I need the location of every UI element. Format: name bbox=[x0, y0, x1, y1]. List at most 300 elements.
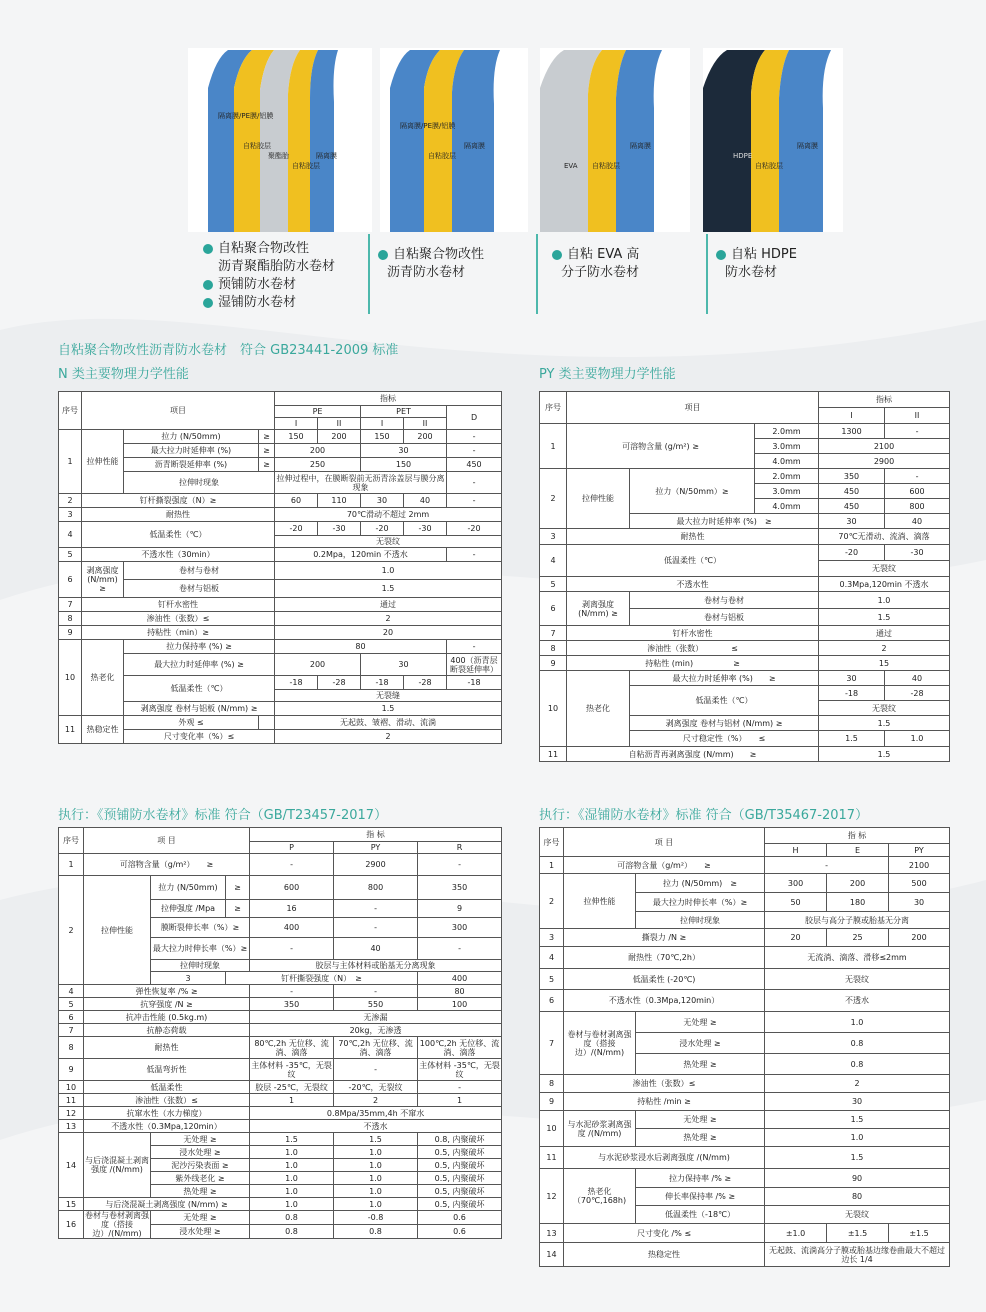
table-cell: 16 bbox=[250, 900, 334, 918]
table-cell: 1300 bbox=[819, 424, 885, 439]
table-cell: 卷材与卷材 bbox=[124, 562, 275, 580]
table-cell: 1 bbox=[540, 424, 567, 469]
photo-label: HDPE bbox=[733, 152, 753, 160]
table-cell: 无起鼓、皱褶、滑动、流淌 bbox=[275, 716, 502, 730]
table-cell: 拉力（N/50mm）≥ bbox=[630, 469, 755, 514]
table-cell: 0.8 bbox=[765, 1054, 950, 1075]
table-cell: E bbox=[827, 844, 889, 857]
table-row bbox=[540, 641, 950, 656]
table-cell: 钉杆撕裂强度（N）≥ bbox=[82, 494, 275, 508]
table-cell: - bbox=[447, 548, 502, 562]
table-cell: 1.0 bbox=[250, 1185, 334, 1198]
table-cell: 8 bbox=[59, 1037, 84, 1059]
table-cell: 胶层与高分子膜或胎基无分离 bbox=[765, 912, 950, 929]
table-cell: 2 bbox=[540, 874, 564, 929]
table-cell: 25 bbox=[827, 929, 889, 947]
table-cell: 泥沙污染表面 ≥ bbox=[151, 1159, 250, 1172]
table-row bbox=[59, 508, 502, 522]
table-cell: 6 bbox=[59, 1011, 84, 1024]
table-cell: 拉伸时现象 bbox=[151, 960, 250, 972]
table-cell: ≥ bbox=[259, 444, 275, 458]
table-cell: -18 bbox=[361, 676, 404, 690]
table-cell: - bbox=[334, 985, 418, 998]
table-cell: 沥青断裂延伸率 (%) bbox=[124, 458, 259, 472]
table-row bbox=[59, 444, 502, 458]
table-cell: 12 bbox=[540, 1169, 564, 1224]
table-cell: 剥离强度 卷材与铝板 (N/mm) ≥ bbox=[124, 702, 275, 716]
caption-line: 湿铺防水卷材 bbox=[218, 295, 297, 310]
table-cell: 无裂纹 bbox=[275, 536, 502, 548]
table-row bbox=[540, 1243, 950, 1267]
table-cell: 1.5 bbox=[275, 580, 502, 598]
product-image-2 bbox=[380, 48, 528, 232]
table-cell: 11 bbox=[540, 747, 567, 762]
table-cell: 主体材料 -35℃，无裂纹 bbox=[251, 1060, 332, 1079]
table-cell: - bbox=[447, 494, 502, 508]
bullet-dot-icon bbox=[552, 250, 562, 260]
caption-line: 预铺防水卷材 bbox=[218, 277, 297, 292]
table-cell: - bbox=[334, 900, 418, 918]
table-cell: 钉杆水密性 bbox=[82, 598, 275, 612]
table-row bbox=[59, 998, 502, 1011]
table-cell: 1.0 bbox=[250, 1198, 334, 1211]
table-cell: 450 bbox=[819, 484, 885, 499]
table-cell bbox=[259, 716, 275, 730]
table-cell: R bbox=[418, 842, 502, 854]
table-cell: - bbox=[447, 640, 502, 654]
table-cell: 持粘性（min）≥ bbox=[82, 626, 275, 640]
table-cell: -28 bbox=[318, 676, 361, 690]
table-cell: 550 bbox=[334, 998, 418, 1011]
table-cell: - bbox=[447, 430, 502, 444]
table-row bbox=[59, 1198, 502, 1211]
table-cell: 序号 bbox=[59, 828, 84, 854]
table-cell: 20 bbox=[765, 929, 827, 947]
table-cell: -0.8 bbox=[334, 1211, 418, 1225]
table-row bbox=[540, 990, 950, 1012]
table-cell: 10 bbox=[540, 671, 567, 747]
table-cell: -30 bbox=[318, 522, 361, 536]
caption-line: 沥青聚酯胎防水卷材 bbox=[218, 259, 336, 274]
table-cell: 80℃,2h 无位移、流淌、滴落 bbox=[250, 1037, 334, 1059]
table-cell: 300 bbox=[418, 918, 502, 938]
table-cell: 30 bbox=[361, 654, 447, 676]
table-cell: 5 bbox=[59, 998, 84, 1011]
table-cell: 200 bbox=[275, 444, 361, 458]
table-cell: 11 bbox=[540, 1147, 564, 1169]
table-cell: 7 bbox=[59, 1024, 84, 1037]
table-cell: 3 bbox=[540, 529, 567, 545]
table-cell: 6 bbox=[540, 592, 567, 626]
table-cell: 2100 bbox=[819, 439, 950, 454]
table-row bbox=[540, 469, 950, 484]
table-wet-laid bbox=[539, 827, 950, 1267]
table-cell: PET bbox=[361, 406, 447, 418]
product-image-1 bbox=[188, 48, 372, 232]
table-cell: II bbox=[885, 408, 950, 424]
table-cell: 3 bbox=[59, 508, 82, 522]
table-cell: 400 bbox=[250, 918, 334, 938]
table-cell: - bbox=[250, 854, 334, 876]
caption-line: 自粘 HDPE bbox=[731, 247, 797, 262]
table-cell: - bbox=[885, 469, 950, 484]
table-cell: 低温柔性（℃） bbox=[82, 522, 275, 548]
table-cell: ≥ bbox=[259, 430, 275, 444]
table-cell: 30 bbox=[361, 444, 447, 458]
table-cell: 撕裂力 /N ≥ bbox=[564, 929, 765, 947]
table-row bbox=[540, 392, 950, 408]
table-row bbox=[540, 1111, 950, 1129]
table-cell: 拉力保持率 /% ≥ bbox=[636, 1169, 765, 1188]
table-cell: 1.5 bbox=[819, 716, 950, 731]
table-cell: 0.8 bbox=[334, 1225, 418, 1239]
table-cell: 80 bbox=[275, 640, 447, 654]
divider bbox=[706, 234, 708, 314]
table-cell: 热稳定性 bbox=[564, 1243, 765, 1267]
table-cell: 2 bbox=[540, 469, 567, 529]
table-cell: 8 bbox=[540, 641, 567, 656]
table-cell: I bbox=[361, 418, 404, 430]
table-cell: - bbox=[250, 985, 334, 998]
table-cell: PY bbox=[334, 842, 418, 854]
bullet-dot-icon bbox=[378, 250, 388, 260]
table-row bbox=[59, 1094, 502, 1107]
table-cell: PE bbox=[275, 406, 361, 418]
table-cell: -30 bbox=[885, 545, 950, 561]
photo-label: 自粘胶层 bbox=[755, 162, 783, 170]
table-cell: 1.0 bbox=[819, 592, 950, 609]
table-cell: 低温柔性（℃） bbox=[124, 676, 275, 702]
table-row bbox=[540, 1169, 950, 1188]
bullet-dot-icon bbox=[716, 250, 726, 260]
table-cell: 无裂纹 bbox=[819, 701, 950, 716]
table-cell: 30 bbox=[361, 494, 404, 508]
table-cell: 6 bbox=[540, 990, 564, 1012]
table-cell: 不透水性 bbox=[567, 577, 819, 592]
table-cell: 2 bbox=[59, 876, 84, 985]
table-cell: 序号 bbox=[540, 392, 567, 424]
table-cell: 2 bbox=[275, 612, 502, 626]
table-cell: -20 bbox=[819, 545, 885, 561]
table-cell: 可溶物含量（g/m²） ≥ bbox=[564, 857, 765, 874]
table-cell: 不透水性（30min） bbox=[82, 548, 275, 562]
table-cell: 400 bbox=[418, 972, 502, 985]
table-cell: 1.0 bbox=[334, 1198, 418, 1211]
table-row bbox=[540, 1224, 950, 1243]
table-cell: 拉伸时现象 bbox=[124, 472, 275, 494]
table-row bbox=[59, 654, 502, 676]
caption-line: 防水卷材 bbox=[725, 265, 778, 280]
table-cell: 40 bbox=[334, 938, 418, 960]
table-cell: 800 bbox=[885, 499, 950, 514]
table-cell: 500 bbox=[889, 874, 950, 893]
table-cell: 拉伸性能 bbox=[84, 876, 151, 985]
table-cell: 伸长率保持率 /% ≥ bbox=[636, 1188, 765, 1206]
table-row bbox=[540, 857, 950, 874]
table-cell: 紫外线老化 ≥ bbox=[151, 1172, 250, 1185]
table-cell: 2 bbox=[275, 730, 502, 744]
table-cell: 30 bbox=[889, 893, 950, 912]
photo-label: 隔离膜/PE膜/铝膜 bbox=[400, 122, 456, 130]
table-cell: 90 bbox=[765, 1169, 950, 1188]
table-cell: -28 bbox=[885, 686, 950, 701]
table-cell: 4 bbox=[540, 545, 567, 577]
table-cell: 热老化 bbox=[567, 671, 630, 747]
table-row bbox=[540, 671, 950, 686]
table-cell: 胶层与主体材料或胎基无分离现象 bbox=[250, 960, 502, 972]
table-cell: - bbox=[334, 1059, 418, 1081]
table-cell: 30 bbox=[819, 671, 885, 686]
table-cell: D bbox=[447, 406, 502, 430]
product-image-4 bbox=[703, 48, 843, 232]
table-cell: 指标 bbox=[819, 392, 950, 408]
table-cell: II bbox=[404, 418, 447, 430]
table-cell: 0.2Mpa，120min 不透水 bbox=[275, 548, 447, 562]
table-cell: 600 bbox=[250, 876, 334, 900]
table-n-class bbox=[58, 391, 502, 744]
table-cell: 1.5 bbox=[765, 1111, 950, 1129]
table-cell: 1 bbox=[250, 1094, 334, 1107]
table-cell: 1.0 bbox=[334, 1159, 418, 1172]
table-row bbox=[59, 612, 502, 626]
table-row bbox=[540, 424, 950, 439]
table-cell: 1.0 bbox=[334, 1146, 418, 1159]
photo-label: 自粘胶层 bbox=[243, 142, 271, 150]
table-cell: 9 bbox=[59, 626, 82, 640]
table-cell: I bbox=[275, 418, 318, 430]
caption-2 bbox=[378, 246, 484, 282]
table-cell: 3 bbox=[151, 972, 226, 985]
table-cell: 8 bbox=[59, 612, 82, 626]
divider bbox=[536, 234, 538, 314]
table-cell: 0.3Mpa,120min 不透水 bbox=[819, 577, 950, 592]
product-image-3 bbox=[540, 48, 690, 232]
table-cell: PY bbox=[889, 844, 950, 857]
caption-3 bbox=[552, 246, 639, 282]
table-cell: 抗冲击性能 (0.5kg.m) bbox=[84, 1011, 250, 1024]
table-cell: 卷材与铝板 bbox=[630, 609, 819, 626]
table-row bbox=[540, 545, 950, 561]
table-cell: 150 bbox=[361, 458, 447, 472]
table-cell: 卷材与铝板 bbox=[124, 580, 275, 598]
table-cell: 剥离强度 (N/mm) ≥ bbox=[82, 562, 124, 598]
table-cell: 600 bbox=[885, 484, 950, 499]
table-cell: - bbox=[334, 918, 418, 938]
table-cell: 300 bbox=[765, 874, 827, 893]
table-cell: 指 标 bbox=[765, 828, 950, 844]
table-cell: - bbox=[447, 472, 502, 494]
table-row bbox=[540, 592, 950, 609]
table-cell: 热稳定性 bbox=[82, 716, 124, 744]
table-row bbox=[59, 828, 502, 842]
table-cell: - bbox=[885, 424, 950, 439]
table-cell: 低温柔性 bbox=[84, 1081, 250, 1094]
photo-label: 隔离膜 bbox=[316, 152, 337, 160]
table-cell: 与水泥砂浆剥离强度 /(N/mm) bbox=[564, 1111, 636, 1147]
table-row bbox=[59, 854, 502, 876]
table-cell: -30 bbox=[404, 522, 447, 536]
table-cell: 热处理 ≥ bbox=[636, 1129, 765, 1147]
section-title-pre: 执行：《预铺防水卷材》标准 符合（GB/T23457-2017） bbox=[58, 808, 388, 823]
table-cell: -18 bbox=[275, 676, 318, 690]
table-row bbox=[59, 392, 502, 406]
table-cell: 0.8 bbox=[250, 1211, 334, 1225]
table-row bbox=[540, 969, 950, 990]
table-row bbox=[59, 676, 502, 690]
section-subtitle-py: PY 类主要物理力学性能 bbox=[539, 367, 676, 382]
table-cell: 渗油性（张数）≤ bbox=[84, 1094, 250, 1107]
table-cell: 无处理 ≥ bbox=[636, 1012, 765, 1033]
table-cell: 5 bbox=[540, 969, 564, 990]
caption-line: 自粘聚合物改性 bbox=[218, 241, 310, 256]
table-row bbox=[540, 1093, 950, 1111]
table-cell: 150 bbox=[361, 430, 404, 444]
table-cell: 0.5, 内聚破坏 bbox=[418, 1185, 502, 1198]
table-cell: 热老化（70℃,168h) bbox=[564, 1169, 636, 1224]
table-cell: 拉伸时现象 bbox=[636, 912, 765, 929]
table-cell: 5 bbox=[540, 577, 567, 592]
table-cell: 200 bbox=[889, 929, 950, 947]
table-row bbox=[59, 1037, 502, 1059]
table-cell: 20 bbox=[275, 626, 502, 640]
table-cell: 主体材料 -35℃，无裂纹 bbox=[419, 1060, 500, 1079]
table-cell: 1.5 bbox=[250, 1133, 334, 1146]
section-title-wet: 执行：《湿铺防水卷材》标准 符合（GB/T35467-2017） bbox=[539, 808, 869, 823]
table-cell: 30 bbox=[819, 514, 885, 529]
table-cell: 70℃无滑动、流淌、滴落 bbox=[819, 529, 950, 545]
section-title-n: 自粘聚合物改性沥青防水卷材 符合 GB23441-2009 标准 bbox=[58, 343, 399, 358]
caption-line: 自粘聚合物改性 bbox=[393, 247, 485, 262]
table-cell: 4.0mm bbox=[755, 499, 819, 514]
table-cell: 热老化 bbox=[82, 640, 124, 716]
table-cell: 浸水处理 ≥ bbox=[636, 1033, 765, 1054]
table-cell: 5 bbox=[59, 548, 82, 562]
table-cell: ≥ bbox=[226, 876, 250, 900]
table-cell: ±1.0 bbox=[765, 1224, 827, 1243]
table-cell: 200 bbox=[318, 430, 361, 444]
table-row bbox=[540, 1147, 950, 1169]
table-cell: 1.0 bbox=[275, 562, 502, 580]
table-cell: ≥ bbox=[259, 458, 275, 472]
table-cell: 持粘性 (min) ≥ bbox=[567, 656, 819, 671]
table-cell: 不透水 bbox=[765, 990, 950, 1012]
table-cell: 无处理 ≥ bbox=[151, 1211, 250, 1225]
table-cell: 抗窜水性（水力梯度） bbox=[84, 1107, 250, 1120]
table-cell: 指 标 bbox=[250, 828, 502, 842]
table-row bbox=[59, 1211, 502, 1225]
table-cell: 0.5, 内聚破坏 bbox=[418, 1198, 502, 1211]
table-cell: 1 bbox=[59, 854, 84, 876]
table-cell: - bbox=[418, 1081, 502, 1094]
table-row bbox=[540, 929, 950, 947]
table-cell: 1.5 bbox=[819, 731, 885, 747]
table-cell: 拉力保持率 (%) ≥ bbox=[124, 640, 275, 654]
table-cell: 400（沥青层断裂延伸率） bbox=[447, 654, 502, 676]
table-cell: 最大拉力时延伸率 (%) ≥ bbox=[630, 671, 819, 686]
table-row bbox=[540, 1012, 950, 1033]
table-cell: 1.0 bbox=[885, 731, 950, 747]
table-cell: 20kg，无渗透 bbox=[250, 1024, 502, 1037]
bullet-dot-icon bbox=[203, 298, 213, 308]
table-row bbox=[59, 702, 502, 716]
table-cell: 最大拉力时伸长率（%）≥ bbox=[151, 938, 250, 960]
table-cell: 14 bbox=[540, 1243, 564, 1267]
table-row bbox=[59, 716, 502, 730]
table-cell: 尺寸稳定性（%） ≤ bbox=[630, 731, 819, 747]
table-cell: 拉伸过程中，在膜断裂前无沥青涂盖层与膜分离现象 bbox=[276, 473, 445, 492]
table-cell: 最大拉力时延伸率 (%) ≥ bbox=[124, 654, 275, 676]
table-cell: 无裂纹 bbox=[765, 1206, 950, 1224]
table-cell: 6 bbox=[59, 562, 82, 598]
table-cell: 最大拉力时延伸率 (%) ≥ bbox=[630, 514, 819, 529]
table-row bbox=[59, 522, 502, 536]
table-cell: -18 bbox=[819, 686, 885, 701]
table-cell: - bbox=[418, 854, 502, 876]
table-cell: ≥ bbox=[226, 900, 250, 918]
table-cell: 1.0 bbox=[765, 1129, 950, 1147]
table-cell: 12 bbox=[59, 1107, 84, 1120]
table-cell: 与后浇混凝土剥离强度 /(N/mm) bbox=[84, 1133, 151, 1198]
table-cell: 0.5, 内聚破坏 bbox=[418, 1159, 502, 1172]
table-cell: 0.6 bbox=[418, 1211, 502, 1225]
table-cell: 13 bbox=[59, 1120, 84, 1133]
table-cell: ±1.5 bbox=[827, 1224, 889, 1243]
table-cell: 1.0 bbox=[250, 1146, 334, 1159]
table-cell: 450 bbox=[819, 499, 885, 514]
table-cell: 序号 bbox=[540, 828, 564, 857]
table-cell: 13 bbox=[540, 1224, 564, 1243]
table-cell: -20 bbox=[361, 522, 404, 536]
table-cell: I bbox=[819, 408, 885, 424]
table-cell: 14 bbox=[59, 1133, 84, 1198]
table-cell: - bbox=[418, 938, 502, 960]
table-cell: 10 bbox=[540, 1111, 564, 1147]
table-row bbox=[59, 430, 502, 444]
table-cell: 渗油性（张数） ≤ bbox=[567, 641, 819, 656]
table-cell: P bbox=[250, 842, 334, 854]
table-cell: 1.5 bbox=[819, 747, 950, 762]
table-cell: 指标 bbox=[275, 392, 502, 406]
table-cell: 拉伸性能 bbox=[82, 430, 124, 494]
table-cell: ±1.5 bbox=[889, 1224, 950, 1243]
table-cell: 渗油性（张数）≤ bbox=[82, 612, 275, 626]
table-row bbox=[540, 874, 950, 893]
table-cell: 项目 bbox=[82, 392, 275, 430]
table-cell: 1.5 bbox=[334, 1133, 418, 1146]
table-cell: 自粘沥青再剥离强度 (N/mm) ≥ bbox=[567, 747, 819, 762]
section-subtitle-n: N 类主要物理力学性能 bbox=[58, 367, 189, 382]
table-cell: 弹性恢复率 /% ≥ bbox=[84, 985, 250, 998]
table-cell: 无流淌、滴落、滑移≤2mm bbox=[765, 947, 950, 969]
table-cell: 抗静态荷载 bbox=[84, 1024, 250, 1037]
photo-label: 隔离膜 bbox=[630, 142, 651, 150]
caption-1 bbox=[203, 240, 335, 312]
table-row bbox=[59, 1024, 502, 1037]
table-cell: 3.0mm bbox=[755, 439, 819, 454]
table-row bbox=[59, 580, 502, 598]
table-cell: 尺寸变化 /% ≤ bbox=[564, 1224, 765, 1243]
table-cell: 8 bbox=[540, 1075, 564, 1093]
table-cell: 4 bbox=[540, 947, 564, 969]
table-cell: 2.0mm bbox=[755, 424, 819, 439]
table-row bbox=[540, 626, 950, 641]
table-cell: 钉杆水密性 bbox=[567, 626, 819, 641]
table-cell: 2100 bbox=[889, 857, 950, 874]
table-row bbox=[540, 1075, 950, 1093]
photo-label: 隔离膜 bbox=[464, 142, 485, 150]
caption-4 bbox=[716, 246, 797, 282]
table-cell: 4 bbox=[59, 522, 82, 548]
